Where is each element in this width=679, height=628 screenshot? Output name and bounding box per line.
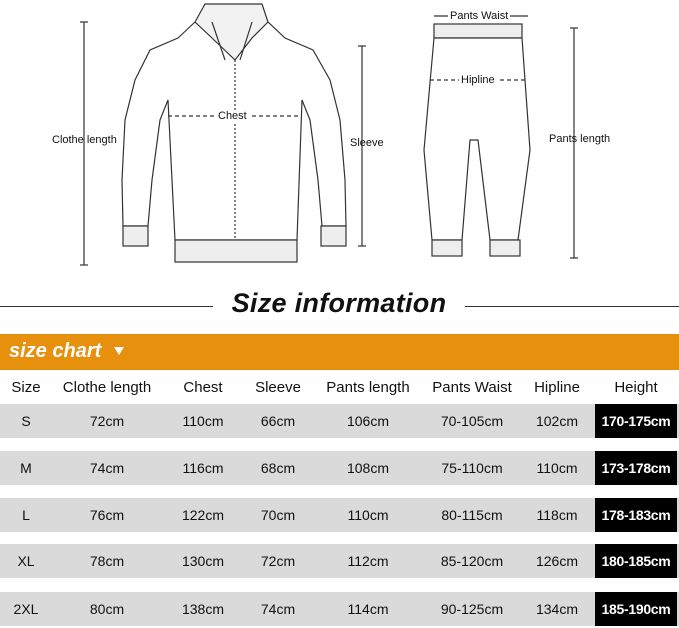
cell-hipline: 134cm <box>535 601 579 617</box>
cell-pants-length: 110cm <box>347 507 389 523</box>
cell-pants-length: 106cm <box>346 413 390 429</box>
cell-clothe-length: 76cm <box>89 507 125 523</box>
cell-chest: 138cm <box>181 601 225 617</box>
cell-size: M <box>20 460 32 476</box>
cell-clothe-length: 80cm <box>89 601 125 617</box>
table-row <box>0 544 679 578</box>
cell-hipline: 126cm <box>535 553 579 569</box>
header-sleeve: Sleeve <box>255 379 301 396</box>
cell-size: L <box>22 507 30 523</box>
cell-hipline: 118cm <box>536 507 578 523</box>
header-chest: Chest <box>183 379 223 396</box>
cell-chest: 116cm <box>182 460 224 476</box>
size-information-heading <box>0 288 679 324</box>
header-height: Height <box>614 379 658 396</box>
cell-clothe-length: 74cm <box>89 460 125 476</box>
cell-clothe-length: 78cm <box>89 553 125 569</box>
section-title: Size information <box>231 288 447 318</box>
cell-chest: 130cm <box>181 553 225 569</box>
cell-size: XL <box>17 553 35 569</box>
cell-pants-waist: 85-120cm <box>440 553 504 569</box>
cell-sleeve: 68cm <box>260 460 296 476</box>
cell-sleeve: 66cm <box>260 413 296 429</box>
size-chart-banner <box>0 334 679 370</box>
cell-chest: 110cm <box>182 413 224 429</box>
cell-pants-waist: 80-115cm <box>441 507 503 523</box>
garment-illustration <box>0 0 679 280</box>
header-hipline: Hipline <box>534 379 580 396</box>
cell-height: 170-175cm <box>595 404 677 438</box>
cell-clothe-length: 72cm <box>89 413 125 429</box>
cell-hipline: 102cm <box>535 413 579 429</box>
cell-height: 178-183cm <box>595 498 677 532</box>
table-row <box>0 592 679 626</box>
cell-pants-waist: 90-125cm <box>440 601 504 617</box>
cell-height: 180-185cm <box>595 544 677 578</box>
cell-sleeve: 72cm <box>260 553 296 569</box>
chest-label: Chest <box>218 110 247 122</box>
cell-pants-waist: 70-105cm <box>440 413 504 429</box>
cell-height: 173-178cm <box>595 451 677 485</box>
triangle-down-icon <box>114 347 124 355</box>
cell-sleeve: 74cm <box>260 601 296 617</box>
cell-height: 185-190cm <box>595 592 677 626</box>
table-header <box>0 374 679 402</box>
divider-right <box>465 306 679 307</box>
sleeve-label: Sleeve <box>350 137 384 149</box>
table-row <box>0 451 679 485</box>
cell-pants-waist: 75-110cm <box>441 460 503 476</box>
header-pants-length: Pants length <box>326 379 410 396</box>
divider-left <box>0 306 213 307</box>
hipline-label: Hipline <box>461 74 495 86</box>
clothe-length-label: Clothe length <box>52 134 117 146</box>
table-row <box>0 404 679 438</box>
cell-hipline: 110cm <box>536 460 578 476</box>
cell-pants-length: 108cm <box>346 460 390 476</box>
table-row <box>0 498 679 532</box>
pants-waist-label: Pants Waist <box>450 10 509 22</box>
header-size: Size <box>11 379 41 396</box>
size-chart-label: size chart <box>9 340 102 362</box>
pants-length-label: Pants length <box>549 133 611 145</box>
cell-size: S <box>21 413 31 429</box>
cell-pants-length: 112cm <box>347 553 389 569</box>
cell-sleeve: 70cm <box>260 507 296 523</box>
cell-size: 2XL <box>13 601 39 617</box>
cell-chest: 122cm <box>181 507 225 523</box>
header-pants-waist: Pants Waist <box>432 379 512 396</box>
header-clothe-length: Clothe length <box>62 379 152 396</box>
cell-pants-length: 114cm <box>347 601 389 617</box>
